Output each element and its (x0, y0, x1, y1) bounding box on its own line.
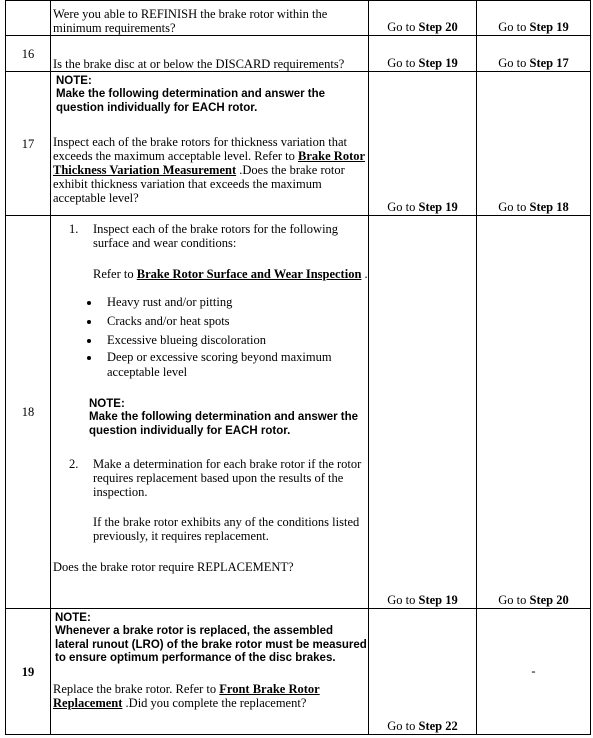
yes-action (369, 609, 477, 735)
no-action (477, 609, 591, 735)
refer-suffix: . (361, 267, 368, 281)
step-number: 18 (6, 216, 51, 609)
list-item-followup: If the brake rotor exhibits any of the conditions listed previously, it requires replacement. (93, 515, 360, 543)
condition-list (57, 293, 368, 380)
table-row (6, 609, 591, 735)
note-label: NOTE: (55, 612, 91, 624)
step-list (53, 222, 368, 380)
go-to-text: Go to (387, 593, 416, 607)
no-action (477, 216, 591, 609)
step-link[interactable]: Step 19 (418, 56, 458, 70)
step-link[interactable]: Step 19 (418, 200, 458, 214)
step-number: 16 (6, 36, 51, 72)
list-number: 1. (69, 222, 79, 236)
step-question: Is the brake disc at or below the DISCARD requirements? (51, 36, 369, 72)
no-action (477, 1, 591, 36)
yes-action (369, 216, 477, 609)
list-item-text: Make a determination for each brake rotor if the rotor requires replacement based upon the results of the inspection. (93, 457, 362, 499)
no-action (477, 72, 591, 216)
table-row (6, 36, 591, 72)
list-item-text: Inspect each of the brake rotors for the following surface and wear conditions: (93, 222, 339, 250)
step-link[interactable]: Step 18 (529, 200, 569, 214)
go-to-text: Go to (498, 593, 527, 607)
table-row (6, 1, 591, 36)
step-question: .Does the brake rotor exhibit thickness variation that exceeds the maximum acceptable level? (53, 163, 345, 205)
procedure-link[interactable]: Brake Rotor Thickness Variation Measurement (53, 149, 366, 177)
note-text: Make the following determination and answer the question individually for EACH rotor. (89, 411, 359, 437)
step-description (51, 72, 369, 216)
table-row (6, 72, 591, 216)
yes-action (369, 72, 477, 216)
refer-text: Refer to (93, 267, 137, 281)
diagnostic-table (5, 0, 591, 735)
go-to-text: Go to (498, 200, 527, 214)
go-to-text: Go to (387, 719, 416, 733)
step-link[interactable]: Step 22 (418, 719, 458, 733)
step-link[interactable]: Step 19 (418, 593, 458, 607)
go-to-text: Go to (387, 20, 416, 34)
step-instruction: Inspect each of the brake rotors for thickness variation that exceeds the maximum acceptable level. Refer to (53, 135, 347, 163)
go-to-text: Go to (387, 56, 416, 70)
table-row (6, 216, 591, 609)
step-link[interactable]: Step 20 (529, 593, 569, 607)
go-to-text: Go to (498, 56, 527, 70)
go-to-text: Go to (498, 20, 527, 34)
step-number (6, 1, 51, 36)
list-item: • Deep or excessive scoring beyond maximum acceptable level (101, 350, 368, 380)
list-number: 2. (69, 457, 79, 471)
note-text: Whenever a brake rotor is replaced, the assembled lateral runout (LRO) of the brake rotor must be measured to ensure optimum performance of the disc brakes. (55, 625, 367, 664)
no-action (477, 36, 591, 72)
step-link[interactable]: Step 19 (529, 20, 569, 34)
step-description (51, 609, 369, 735)
step-question: .Did you complete the replacement? (122, 695, 307, 710)
list-item: • Heavy rust and/or pitting (101, 293, 368, 312)
step-question: Were you able to REFINISH the brake rotor within the minimum requirements? (51, 1, 369, 36)
yes-action (369, 36, 477, 72)
list-item (69, 457, 368, 543)
step-link[interactable]: Step 17 (529, 56, 569, 70)
procedure-link[interactable]: Brake Rotor Surface and Wear Inspection (136, 267, 362, 281)
list-item: • Excessive blueing discoloration (101, 331, 368, 350)
yes-action (369, 1, 477, 36)
step-number: 17 (6, 72, 51, 216)
note-text: Make the following determination and answer the question individually for EACH rotor. (56, 88, 326, 114)
note-label: NOTE: (89, 398, 125, 410)
go-to-text: Go to (387, 200, 416, 214)
step-number: 19 (6, 609, 51, 735)
step-question: Does the brake rotor require REPLACEMENT? (53, 560, 294, 574)
procedure-link[interactable]: Front Brake Rotor Replacement (53, 681, 320, 710)
note-label: NOTE: (56, 75, 92, 87)
step-list (53, 457, 368, 543)
list-item: • Cracks and/or heat spots (101, 312, 368, 331)
step-description (51, 216, 369, 609)
step-link[interactable]: Step 20 (418, 20, 458, 34)
step-instruction: Replace the brake rotor. Refer to (53, 681, 220, 696)
not-applicable: - (531, 664, 536, 678)
list-item (69, 222, 368, 380)
